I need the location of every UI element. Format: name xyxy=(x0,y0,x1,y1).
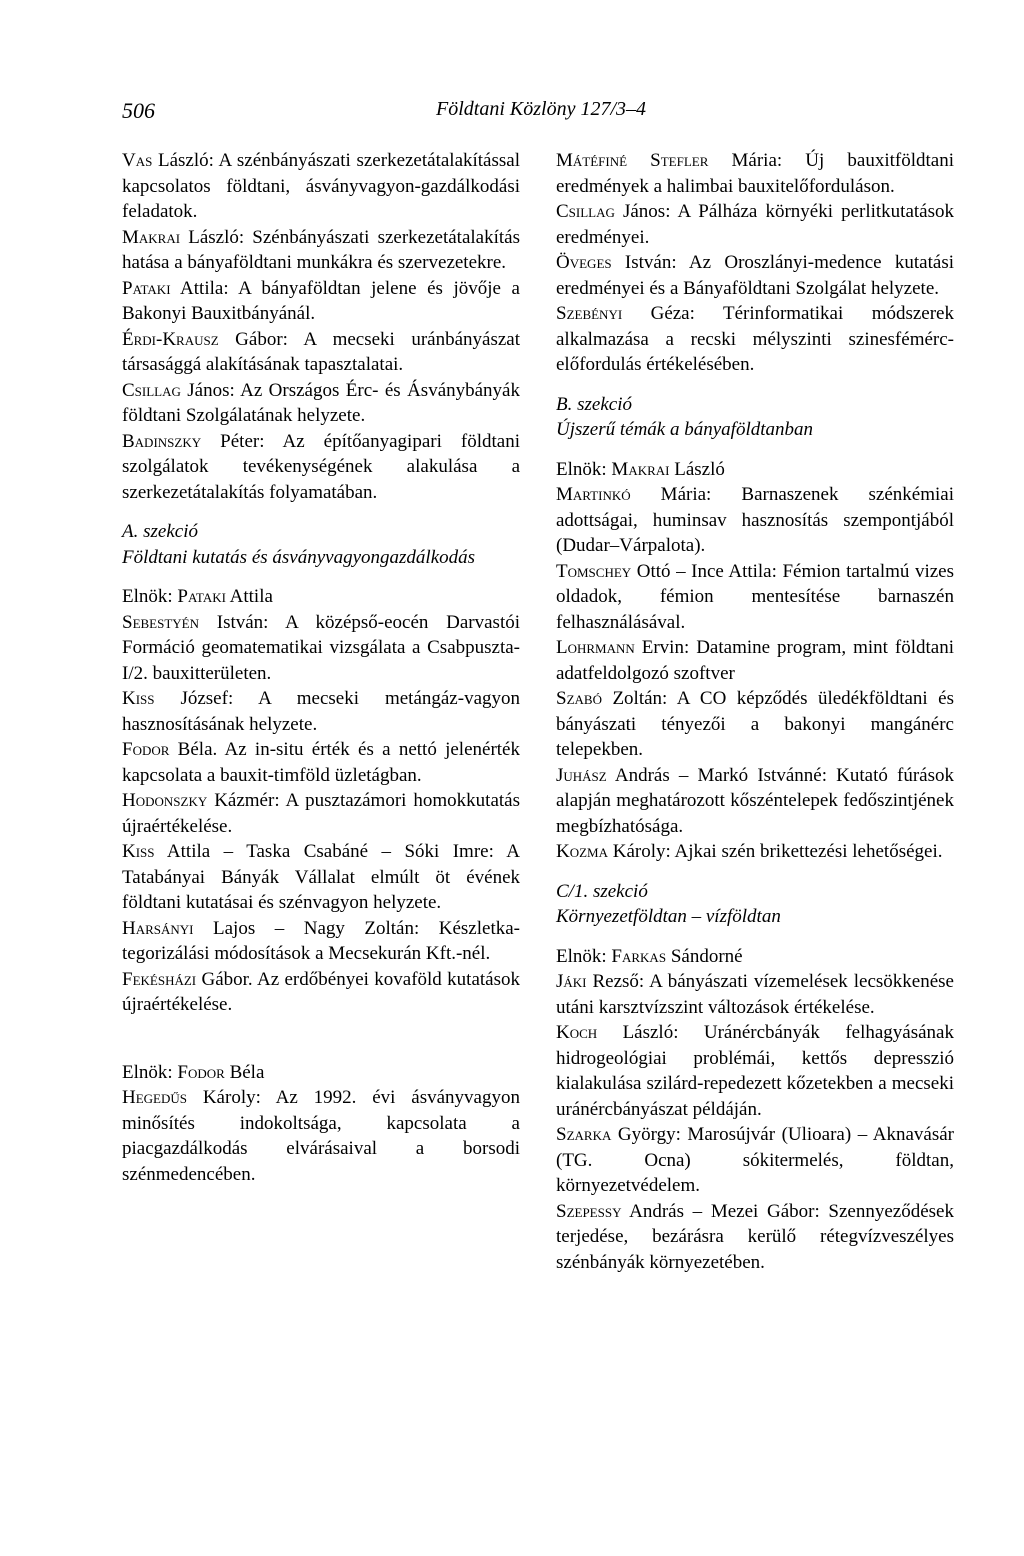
entry-title: Gábor. Az erdőbényei kovaföld kutatások újraértékelése. xyxy=(122,968,520,1015)
journal-title: Földtani Közlöny 127/3–4 xyxy=(436,98,646,120)
entry-author: Érdi-Krausz xyxy=(122,328,219,350)
entry-author: Tomschey xyxy=(556,560,632,582)
entry-title: László: A szénbányászati szerkezetátalakítással kapcsolatos földtani, ásványvagyon-gazdálkodási feladatok. xyxy=(122,150,520,222)
section-c1-entries xyxy=(556,969,954,1275)
entry-author: Kiss xyxy=(122,841,155,862)
entry-title: Mária: Új bauxitföldtani eredmények a halimbai bauxitelőforduláson. xyxy=(556,150,954,197)
entry-author: Makrai xyxy=(122,226,181,248)
entry-author: Mátéfiné Stefler xyxy=(556,150,709,171)
list-item xyxy=(122,276,520,327)
list-item xyxy=(556,1122,954,1199)
list-item xyxy=(122,916,520,967)
list-item xyxy=(122,429,520,506)
section-a-label: A. szekció xyxy=(122,521,198,542)
entry-title: Zoltán: A CO képződés üledékföldtani és bányászati tényezői a bakonyi mangánérc telepekben. xyxy=(556,688,954,760)
entry-author: Csillag xyxy=(122,379,181,401)
entry-title: András – Mezei Gábor: Szennyeződések terjedése, bezárásra kerülő rétegvízveszélyes szénbányák környezetében. xyxy=(556,1200,954,1273)
entry-author: Kozma xyxy=(556,841,608,862)
list-item xyxy=(556,763,954,840)
section-b-label: B. szekció xyxy=(556,393,632,415)
entry-author: Hegedűs xyxy=(122,1087,187,1108)
entry-author: Martinkó xyxy=(556,484,631,505)
section-b-title: Újszerű témák a bányaföldtanban xyxy=(556,419,814,440)
list-item xyxy=(556,839,954,865)
entry-title: Péter: Az építőanyagipari földtani szolgálatok tevékenységének alakulása a szerkezetátalakítás folyamatában. xyxy=(122,430,520,503)
entry-title: György: Marosújvár (Ulioara) – Aknavásár (TG. Ocna) sókitermelés, földtan, környezetvédelem. xyxy=(556,1124,954,1196)
entry-author: Fekésházi xyxy=(122,968,197,990)
entry-title: Károly: Az 1992. évi ásványvagyon minősítés indokoltsága, kapcsolata a piacgazdálkodás elvárásaival a borsodi szénmedencében. xyxy=(122,1087,520,1185)
list-item xyxy=(122,839,520,916)
entry-author: Lohrmann xyxy=(556,637,635,658)
list-item xyxy=(122,610,520,687)
list-item xyxy=(122,327,520,378)
list-item xyxy=(556,250,954,301)
entry-title: Mária: Barnaszenek szénkémiai adottságai, huminsav hasznosítás szempontjából (Dudar–Várpalota). xyxy=(556,484,954,556)
list-item xyxy=(122,686,520,737)
list-item xyxy=(556,635,954,686)
entry-title: Béla. Az in-situ érték és a nettó jelenérték kapcsolata a bauxit-timföld üzletágban. xyxy=(122,739,520,786)
page-number: 506 xyxy=(122,98,155,123)
entry-author: Szebényi xyxy=(556,303,623,324)
entry-author: Jáki xyxy=(556,971,587,992)
entry-title: László: Uránércbányák felhagyásának hidrogeológiai problémái, kettős depresszió kialakulása szilárd-repedezett kőzetekben a mecseki uránércbányászat példáján. xyxy=(556,1022,954,1120)
entry-title: Rezső: A bányászati vízemelések lecsökkenése utáni karsztvízszint változások értékelése. xyxy=(556,971,954,1018)
list-item xyxy=(122,1085,520,1187)
section-b-entries xyxy=(556,482,954,865)
entry-author: Juhász xyxy=(556,764,607,786)
section-c1-label: C/1. szekció xyxy=(556,880,648,902)
entry-author: Hodonszky xyxy=(122,790,208,811)
entry-title: András – Markó Istvánné: Kutató fúrások alapján meghatározott kőszéntelepek fedőszintjének megbízhatósága. xyxy=(556,764,954,837)
list-item xyxy=(122,737,520,788)
list-item xyxy=(556,148,954,199)
list-item xyxy=(556,969,954,1020)
entry-title: Kázmér: A pusztazámori homokkutatás újraértékelése. xyxy=(122,790,520,837)
chair2: Elnök: Fodor Béla xyxy=(122,1061,265,1083)
list-item xyxy=(122,788,520,839)
entry-title: István: Az Oroszlányi-medence kutatási eredményei és a Bányaföldtani Szolgálat helyzete. xyxy=(556,252,954,299)
list-item xyxy=(122,148,520,225)
entry-author: Badinszky xyxy=(122,430,202,452)
entry-title: Károly: Ajkai szén brikettezési lehetőségei. xyxy=(608,841,943,862)
entry-author: Sebestyén xyxy=(122,611,200,633)
entry-author: Harsányi xyxy=(122,917,194,939)
list-item xyxy=(556,301,954,378)
list-item xyxy=(556,482,954,559)
section-c1-title: Környezetföldtan – vízföldtan xyxy=(556,906,781,927)
entry-author: Fodor xyxy=(122,739,170,760)
entry-author: Kiss xyxy=(122,688,155,709)
entry-author: Csillag xyxy=(556,201,615,222)
list-item xyxy=(556,686,954,763)
entry-title: István: A középső-eocén Darvastói Formáció geomatematikai vizsgálata a Csabpuszta-I/2. bauxitterületen. xyxy=(122,611,520,684)
section-a-chair: Elnök: Pataki Attila xyxy=(122,586,273,607)
entry-title: János: A Pálháza környéki perlitkutatások eredményei. xyxy=(556,201,954,248)
list-item xyxy=(122,967,520,1018)
entry-author: Vas xyxy=(122,150,153,171)
entry-title: József: A mecseki metángáz-vagyon hasznosításának helyzete. xyxy=(122,688,520,735)
list-item xyxy=(122,225,520,276)
entry-title: Attila – Taska Csabáné – Sóki Imre: A Tatabányai Bányák Vállalat elmúlt öt évének földtani kutatásai és szénvagyon helyzete. xyxy=(122,841,520,913)
entry-title: Gábor: A mecseki uránbányászat társasággá alakításának tapasztalatai. xyxy=(122,328,520,375)
right-column xyxy=(556,148,954,1275)
left-intro-entries xyxy=(122,148,520,505)
chair2-entries xyxy=(122,1085,520,1187)
section-a-title: Földtani kutatás és ásványvagyongazdálkodás xyxy=(122,546,476,568)
entry-author: Pataki xyxy=(122,277,171,299)
list-item xyxy=(556,1199,954,1276)
entry-title: László: Szénbányászati szerkezetátalakítás hatása a bányaföldtani munkákra és szervezetekre. xyxy=(122,226,520,273)
entry-title: Lajos – Nagy Zoltán: Készletkategorizálási módosítások a Mecsekurán Kft.-nél. xyxy=(122,917,520,964)
list-item xyxy=(556,199,954,250)
right-top-entries xyxy=(556,148,954,378)
entry-author: Szabó xyxy=(556,688,602,709)
section-b-chair: Elnök: Makrai László xyxy=(556,458,725,480)
entry-title: Géza: Térinformatikai módszerek alkalmazása a recski mélyszinti szinesfémérc-előfordulás értékelésében. xyxy=(556,303,954,375)
list-item xyxy=(556,559,954,636)
list-item xyxy=(556,1020,954,1122)
left-column xyxy=(122,148,520,1187)
entry-title: Ervin: Datamine program, mint földtani adatfeldolgozó szoftver xyxy=(556,637,954,684)
section-a-entries xyxy=(122,610,520,1018)
entry-author: Koch xyxy=(556,1022,598,1043)
page-header xyxy=(122,98,912,130)
entry-title: János: Az Országos Érc- és Ásványbányák földtani Szolgálatának helyzete. xyxy=(122,379,520,426)
entry-author: Öveges xyxy=(556,252,612,273)
entry-title: Attila: A bányaföldtan jelene és jövője a Bakonyi Bauxitbányánál. xyxy=(122,277,520,324)
entry-author: Szepessy xyxy=(556,1200,622,1222)
entry-author: Szarka xyxy=(556,1124,612,1145)
entry-title: Ottó – Ince Attila: Fémion tartalmú vizes oldadok, fémion mentesítése barnaszén felhasználásával. xyxy=(556,560,954,633)
section-c1-chair: Elnök: Farkas Sándorné xyxy=(556,945,743,967)
list-item xyxy=(122,378,520,429)
